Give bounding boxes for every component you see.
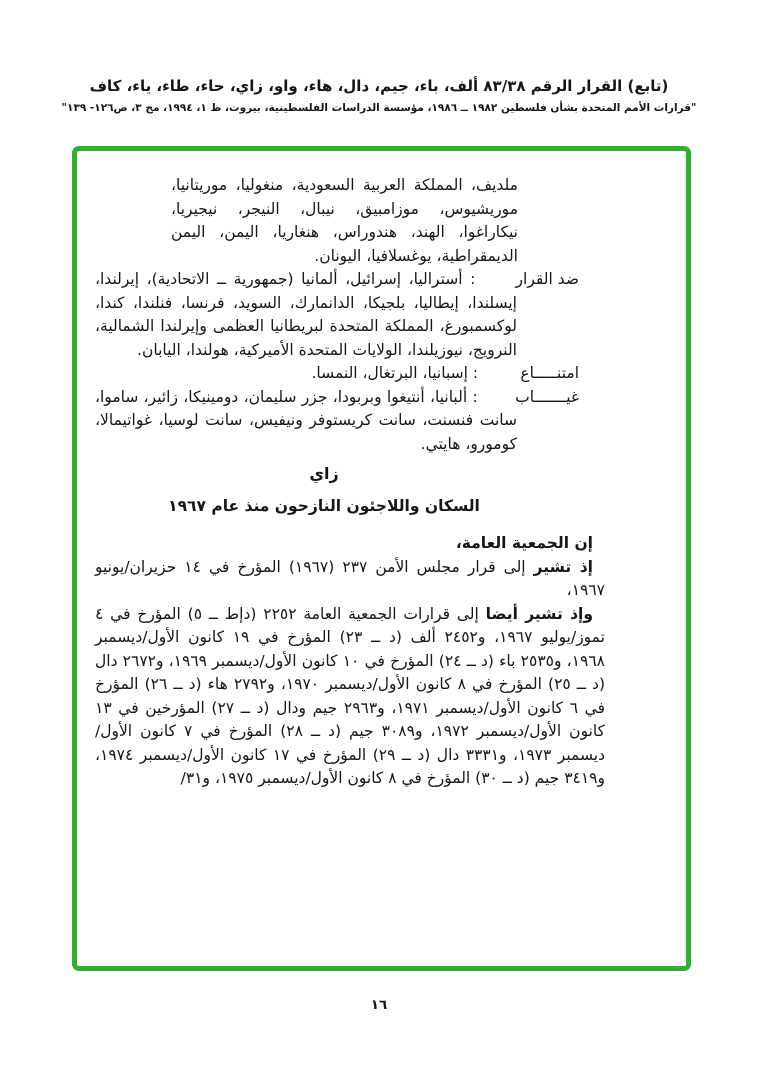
vote-against-label: ضد القرار <box>515 270 579 288</box>
paragraph-1-text: إلى قرار مجلس الأمن ٢٣٧ (١٩٦٧) المؤرخ في ١٤ حزيران/يونيو ١٩٦٧، <box>95 557 605 599</box>
paragraph-1-lead: إذ تشير <box>533 557 593 576</box>
vote-against-colon: : <box>462 270 483 288</box>
general-assembly-intro: إن الجمعية العامة، <box>455 534 593 552</box>
vote-absent-entry <box>95 386 579 457</box>
vote-absent-countries: ألبانيا، أنتيغوا وبربودا، جزر سليمان، دومينيكا، زائير، ساموا، سانت فنسنت، سانت كريستوفر ونيفيس، سانت لوسيا، غواتيمالا، كومورو، هايتي. <box>95 387 517 453</box>
page-header <box>30 77 728 114</box>
vote-against-entry <box>95 268 579 362</box>
document-body <box>95 174 605 791</box>
section-letter-heading: زاي <box>309 464 339 483</box>
paragraph-2-text: إلى قرارات الجمعية العامة ٢٢٥٢ (دإط ــ ٥) المؤرخ في ٤ تموز/يوليو ١٩٦٧، و٢٤٥٢ ألف (د ــ ٢٣) المؤرخ في ١٩ كانون الأول/ديسمبر ١٩٦٨، و٢٥٣٥ باء (د ــ ٢٤) المؤرخ في ١٠ كانون الأول/ديسمبر ١٩٦٩، و٢٦٧٢ دال (د ــ ٢٥) المؤرخ في ٨ كانون الأول/ديسمبر ١٩٧٠، و٢٧٩٢ هاء (د ــ ٢٦) المؤرخ في ٦ كانون الأول/ديسمبر ١٩٧١، و٢٩٦٣ جيم ودال (د ــ ٢٧) المؤرخين في ١٣ كانون الأول/ديسمبر ١٩٧٢، و٣٠٨٩ جيم (د ــ ٢٨) المؤرخ في ٧ كانون الأول/ديسمبر ١٩٧٣، و٣٣٣١ دال (د ــ ٢٩) المؤرخ في ١٧ كانون الأول/ديسمبر ١٩٧٤، و٣٤١٩ جيم (د ــ ٣٠) المؤرخ في ٨ كانون الأول/ديسمبر ١٩٧٥، و٣١/ <box>95 604 606 787</box>
vote-absent-colon: : <box>467 387 483 406</box>
vote-in-favour-countries-continued: ملديف، المملكة العربية السعودية، منغوليا، موريتانيا، موريشيوس، موزامبيق، نيبال، النيجر، نيجيريا، نيكاراغوا، الهند، هندوراس، هنغاريا، اليمن، اليمن الديمقراطية، يوغسلافيا، اليونان. <box>171 176 518 265</box>
resolution-continuation-title: (تابع) القرار الرقم ٨٣/٣٨ ألف، باء، جيم، دال، هاء، واو، زاي، حاء، طاء، ياء، كاف <box>89 77 669 95</box>
vote-absent-label: غيـــــــاب <box>515 387 579 406</box>
source-citation-line: "قرارات الأمم المتحدة بشأن فلسطين ١٩٨٢ ــ ١٩٨٦، مؤسسة الدراسات الفلسطينية، بيروت، ط ١، ١٩٩٤، مج ٣، ص١٢٦- ١٣٩" <box>61 102 697 114</box>
section-title: السكان واللاجئون النازحون منذ عام ١٩٦٧ <box>168 496 480 515</box>
vote-abstain-colon: : <box>467 364 483 382</box>
page-number: ١٦ <box>370 997 388 1013</box>
paragraph-2-lead: وإذ تشير أيضا <box>485 604 593 623</box>
vote-abstain-countries: إسبانيا، البرتغال، النمسا. <box>311 364 468 382</box>
green-border-frame <box>72 146 691 971</box>
preamble-paragraph-2 <box>95 603 605 791</box>
vote-abstain-entry <box>95 362 579 386</box>
vote-against-countries: أستراليا، إسرائيل، ألمانيا (جمهورية ــ الاتحادية)، إيرلندا، إيسلندا، إيطاليا، بلجيكا، الدانمارك، السويد، فرنسا، فنلندا، كندا، لوكسمبورغ، المملكة المتحدة لبريطانيا العظمى وإيرلندا الشمالية، النرويج، نيوزيلندا، الولايات المتحدة الأميركية، هولندا، اليابان. <box>95 270 517 359</box>
vote-abstain-label: امتنـــــاع <box>520 364 579 382</box>
preamble-paragraph-1 <box>95 556 605 603</box>
